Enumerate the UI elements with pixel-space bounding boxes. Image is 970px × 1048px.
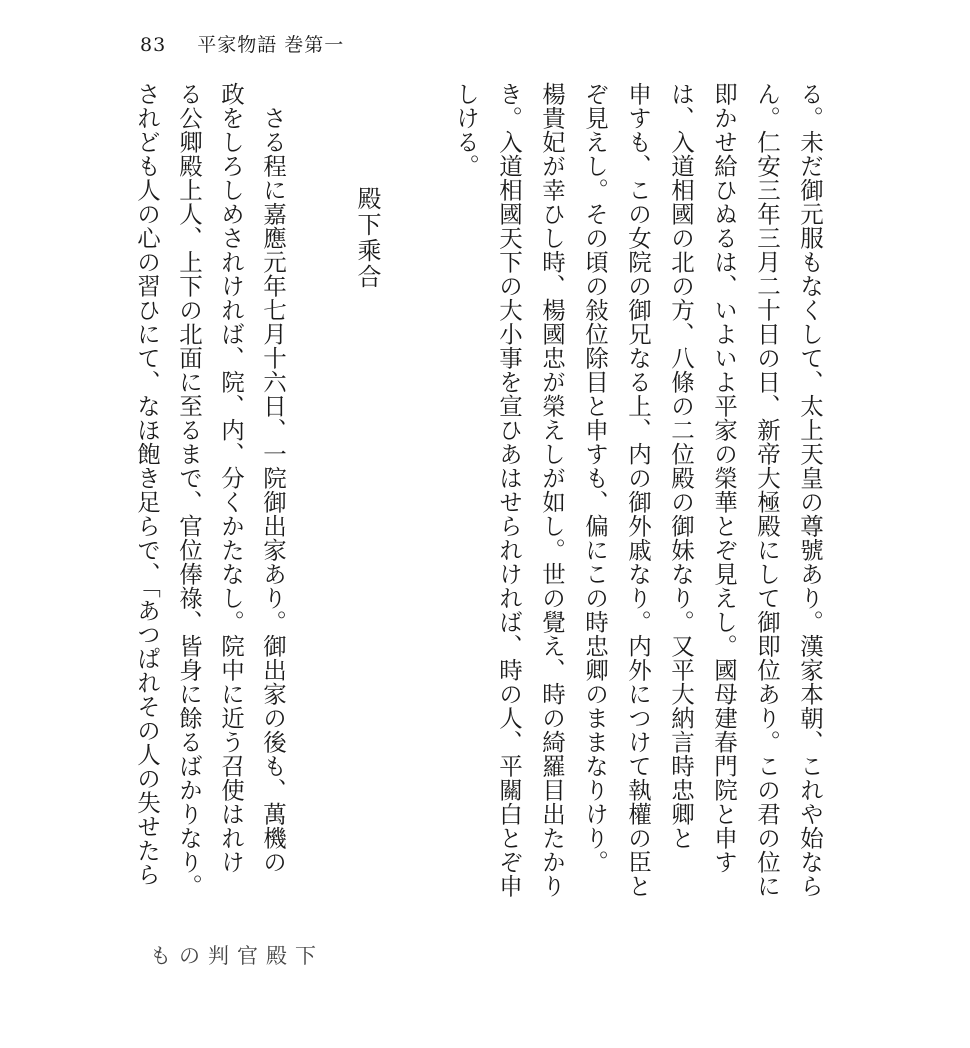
text-column: ぞ見えし。その頃の敍位除目と申すも、偏にこの時忠卿のままなりけり。 (581, 82, 609, 874)
text-column: ん。仁安三年三月二十日の日、新帝大極殿にして御即位あり。この君の位に (753, 82, 781, 898)
text-column: しける。 (452, 82, 480, 178)
text-column: 楊貴妃が幸ひし時、楊國忠が榮えしが如し。世の覺え、時の綺羅目出たかり (538, 82, 566, 898)
text-column: されども人の心の習ひにて、なほ飽き足らで、「あつぱれその人の失せたら (133, 82, 161, 887)
text-column: る。未だ御元服もなくして、太上天皇の尊號あり。漢家本朝、これや始なら (796, 82, 824, 898)
text-column: る公卿殿上人、上下の北面に至るまで、官位俸祿、皆身に餘るばかりなり。 (175, 82, 203, 898)
book-title: 平家物語 巻第一 (197, 34, 345, 56)
cropped-next-page-text: もの判官殿下 (150, 944, 324, 968)
section-heading: 殿下乘合 (353, 186, 381, 290)
text-column: さる程に嘉應元年七月十六日、一院御出家あり。御出家の後も、萬機の (259, 106, 287, 874)
text-column: 政をしろしめされければ、院、内、分くかたなし。院中に近う召使はれけ (217, 82, 245, 874)
text-column: 即かせ給ひぬるは、いよいよ平家の榮華とぞ見えし。國母建春門院と申す (710, 82, 738, 874)
text-column: き。入道相國天下の大小事を宣ひあはせられければ、時の人、平關白とぞ申 (495, 82, 523, 898)
page-number: 83 (140, 34, 167, 56)
running-header (140, 30, 344, 57)
text-column: 申すも、この女院の御兄なる上、内の御外戚なり。内外につけて執權の臣と (624, 82, 652, 898)
text-column: は、入道相國の北の方、八條の二位殿の御妹なり。又平大納言時忠卿と (667, 82, 695, 850)
